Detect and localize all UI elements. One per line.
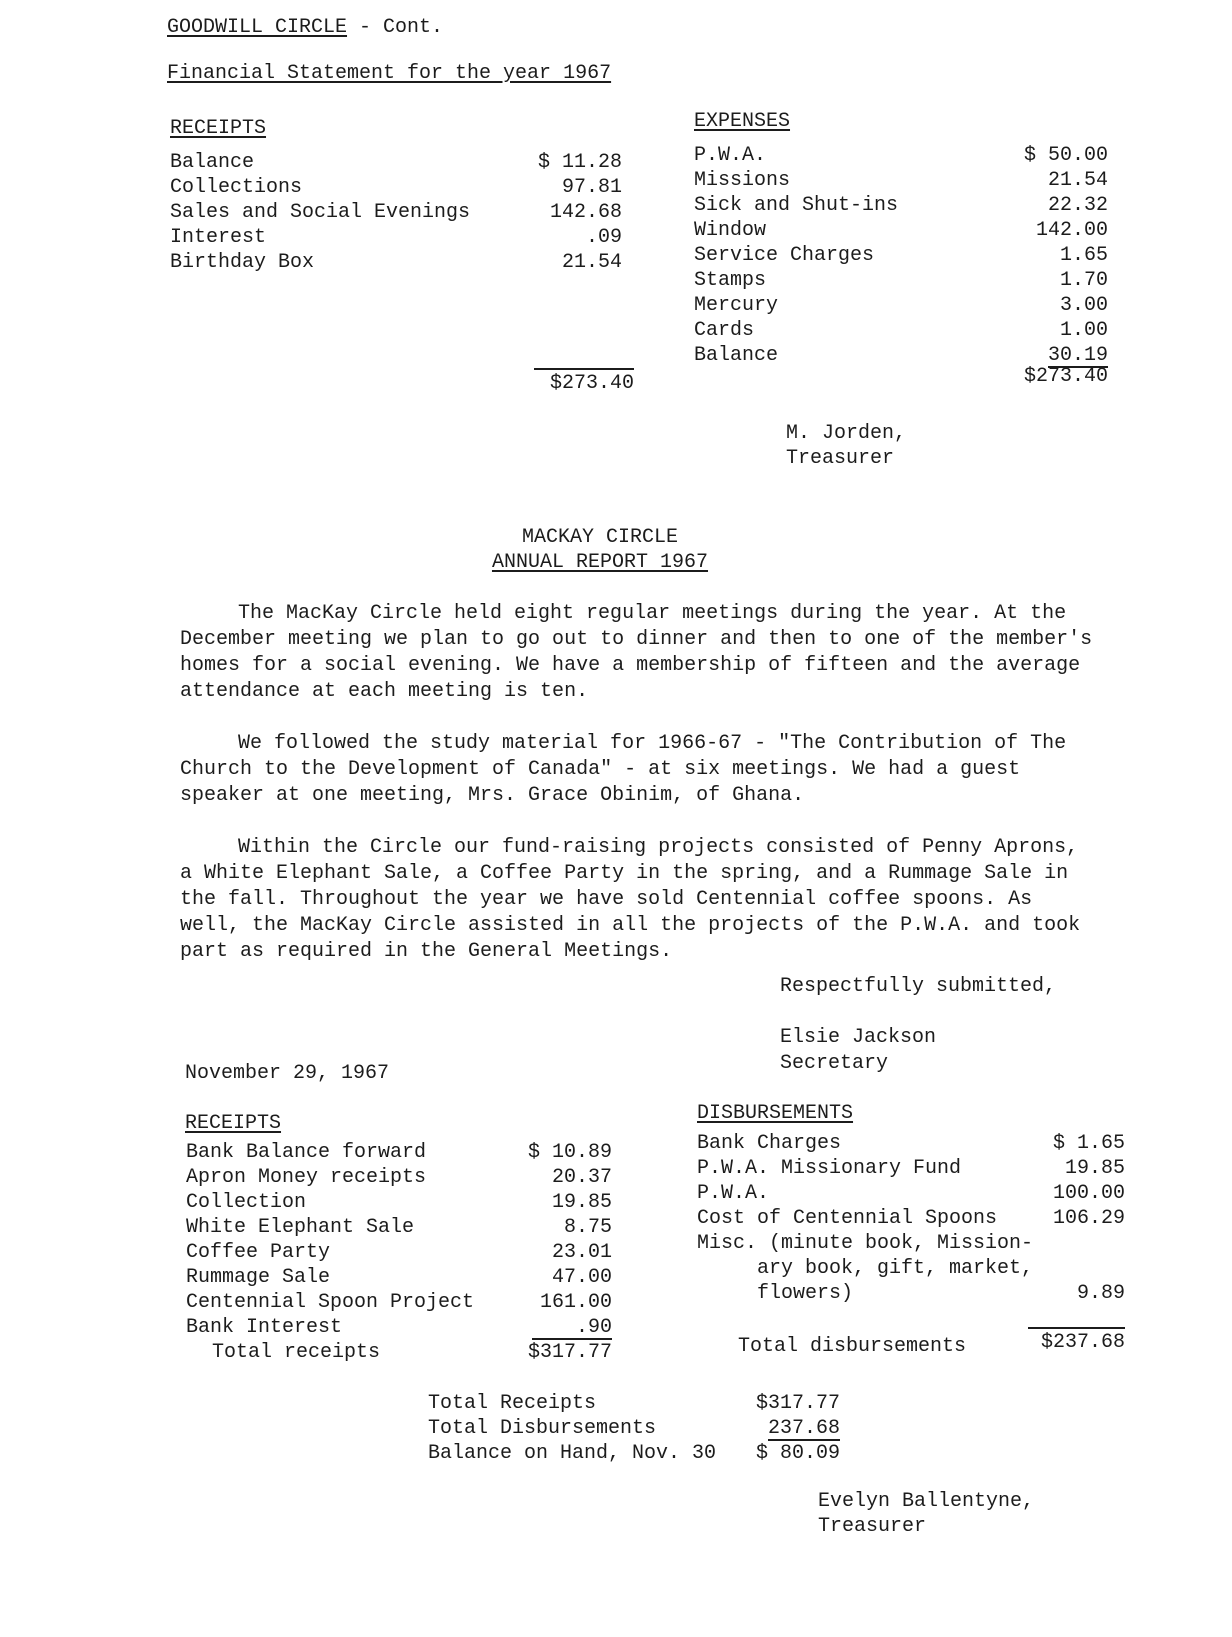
- mackay-disbursement-row: [697, 1181, 1125, 1206]
- expense-amount: 30.19: [1047, 344, 1108, 367]
- mackay-closing: Respectfully submitted,: [780, 975, 1057, 998]
- expense-label: Balance: [694, 344, 779, 367]
- mackay-paragraph-1: The MacKay Circle held eight regular meetings during the year. At the December meeting we plan to go out to dinner and then to one of the member's homes for a social evening. We have a membership of fifteen and the average attendance at each meeting is ten.: [180, 602, 1093, 703]
- goodwill-expense-row: [694, 218, 1108, 243]
- receipt-amount: 161.00: [539, 1291, 612, 1314]
- mackay-receipt-row: [186, 1190, 612, 1215]
- goodwill-expenses-list: [694, 143, 1108, 368]
- disbursement-label: Cost of Centennial Spoons: [697, 1207, 998, 1230]
- goodwill-statement-title: Financial Statement for the year 1967: [167, 62, 612, 85]
- summary-row: [428, 1441, 840, 1466]
- mackay-disbursements-list: [697, 1131, 1125, 1306]
- goodwill-expense-row: [694, 193, 1108, 218]
- receipt-label: Balance: [170, 151, 255, 174]
- receipt-amount: 47.00: [551, 1266, 612, 1289]
- receipt-label: Collections: [170, 176, 303, 199]
- expense-amount: 22.32: [1047, 194, 1108, 217]
- disbursement-label: flowers): [697, 1282, 854, 1305]
- mackay-secretary-name: Elsie Jackson: [780, 1026, 937, 1049]
- expense-label: Sick and Shut-ins: [694, 194, 899, 217]
- mackay-secretary-title: Secretary: [780, 1052, 889, 1075]
- goodwill-heading-suffix: - Cont.: [347, 16, 444, 39]
- disbursement-amount: 100.00: [1052, 1182, 1125, 1205]
- receipt-label: White Elephant Sale: [186, 1216, 415, 1239]
- receipt-label: Sales and Social Evenings: [170, 201, 471, 224]
- mackay-paragraph-2: We followed the study material for 1966-67 - "The Contribution of The Church to the Development of Canada" - at six meetings. We had a guest speaker at one meeting, Mrs. Grace Obinim, of Ghana.: [180, 732, 1067, 807]
- mackay-disbursement-row: [697, 1131, 1125, 1156]
- mackay-summary: [428, 1391, 840, 1466]
- receipt-label: Birthday Box: [170, 251, 315, 274]
- disbursement-label: Misc. (minute book, Mission-: [697, 1232, 1034, 1255]
- receipt-label: Coffee Party: [186, 1241, 331, 1264]
- goodwill-expense-row: [694, 168, 1108, 193]
- expense-label: Mercury: [694, 294, 779, 317]
- receipts-total-label: Total receipts: [212, 1341, 381, 1364]
- goodwill-signer-title: Treasurer: [786, 447, 895, 470]
- mackay-date: November 29, 1967: [185, 1062, 390, 1085]
- mackay-subtitle-text: ANNUAL REPORT 1967: [491, 551, 709, 574]
- receipt-amount: 20.37: [551, 1166, 612, 1189]
- expense-amount: 142.00: [1035, 219, 1108, 242]
- summary-amount: 237.68: [767, 1417, 840, 1440]
- mackay-disbursement-row: [697, 1156, 1125, 1181]
- summary-label: Total Receipts: [428, 1392, 597, 1415]
- goodwill-expense-row: [694, 243, 1108, 268]
- goodwill-heading: [167, 16, 443, 39]
- receipt-amount: 142.68: [549, 201, 622, 224]
- mackay-disbursements-total: $237.68: [1028, 1327, 1125, 1354]
- summary-amount: $ 80.09: [755, 1442, 840, 1465]
- disbursement-amount: $ 1.65: [1052, 1132, 1125, 1155]
- receipt-label: Interest: [170, 226, 267, 249]
- expense-amount: 3.00: [1059, 294, 1108, 317]
- mackay-receipts-title: RECEIPTS: [185, 1112, 282, 1135]
- receipt-label: Rummage Sale: [186, 1266, 331, 1289]
- expense-amount: 1.70: [1059, 269, 1108, 292]
- mackay-disbursement-row: [697, 1281, 1125, 1306]
- receipts-total-amount: $317.77: [527, 1341, 612, 1364]
- expense-amount: 1.65: [1059, 244, 1108, 267]
- receipt-label: Bank Interest: [186, 1316, 343, 1339]
- goodwill-signer-name: M. Jorden,: [786, 422, 907, 445]
- mackay-receipt-row: [186, 1165, 612, 1190]
- mackay-disbursement-row: [697, 1231, 1125, 1256]
- mackay-treasurer-name: Evelyn Ballentyne,: [818, 1490, 1035, 1513]
- goodwill-receipt-row: [170, 150, 622, 175]
- mackay-paragraph-3: Within the Circle our fund-raising projects consisted of Penny Aprons, a White Elephant Sale, a Coffee Party in the spring, and a Rummage Sale in the fall. Throughout the year we have sold Centennial coffee spoons. As well, the MacKay Circle assisted in all the projects of the P.W.A. and took part as required in the General Meetings.: [180, 836, 1081, 963]
- mackay-subtitle: [450, 551, 750, 574]
- receipt-amount: $ 11.28: [537, 151, 622, 174]
- expense-amount: 21.54: [1047, 169, 1108, 192]
- mackay-receipt-row: [186, 1140, 612, 1165]
- mackay-disbursement-row: [697, 1206, 1125, 1231]
- expense-amount: $ 50.00: [1023, 144, 1108, 167]
- goodwill-receipt-row: [170, 225, 622, 250]
- goodwill-receipt-row: [170, 175, 622, 200]
- mackay-receipts-list: [186, 1140, 612, 1365]
- goodwill-expense-row: [694, 268, 1108, 293]
- receipt-label: Apron Money receipts: [186, 1166, 427, 1189]
- expense-label: P.W.A.: [694, 144, 767, 167]
- disbursement-label: P.W.A. Missionary Fund: [697, 1157, 962, 1180]
- mackay-receipt-row: [186, 1315, 612, 1340]
- mackay-receipt-row: [186, 1290, 612, 1315]
- goodwill-receipts-title: RECEIPTS: [170, 117, 267, 140]
- goodwill-heading-text: GOODWILL CIRCLE: [167, 16, 348, 39]
- goodwill-receipts-list: [170, 150, 622, 275]
- mackay-disbursements-total-label: Total disbursements: [738, 1335, 967, 1358]
- goodwill-expenses-title: EXPENSES: [694, 110, 791, 133]
- mackay-treasurer-title: Treasurer: [818, 1515, 927, 1538]
- goodwill-receipt-row: [170, 250, 622, 275]
- goodwill-expenses-total: $273.40: [1023, 365, 1108, 388]
- expense-amount: 1.00: [1059, 319, 1108, 342]
- goodwill-expense-row: [694, 318, 1108, 343]
- summary-row: [428, 1416, 840, 1441]
- expense-label: Stamps: [694, 269, 767, 292]
- disbursement-label: P.W.A.: [697, 1182, 770, 1205]
- receipt-label: Collection: [186, 1191, 307, 1214]
- mackay-receipt-row: [186, 1265, 612, 1290]
- disbursement-amount: 9.89: [1076, 1282, 1125, 1305]
- mackay-disbursements-title: DISBURSEMENTS: [697, 1102, 854, 1125]
- summary-label: Balance on Hand, Nov. 30: [428, 1442, 717, 1465]
- summary-label: Total Disbursements: [428, 1417, 657, 1440]
- expense-label: Window: [694, 219, 767, 242]
- receipt-amount: 23.01: [551, 1241, 612, 1264]
- disbursement-amount: 106.29: [1052, 1207, 1125, 1230]
- receipt-amount: .09: [585, 226, 622, 249]
- expense-label: Missions: [694, 169, 791, 192]
- receipt-amount: 8.75: [563, 1216, 612, 1239]
- receipt-amount: 97.81: [561, 176, 622, 199]
- mackay-receipts-total-row: [186, 1340, 612, 1365]
- goodwill-receipt-row: [170, 200, 622, 225]
- expense-label: Cards: [694, 319, 755, 342]
- receipt-label: Centennial Spoon Project: [186, 1291, 475, 1314]
- receipt-amount: 21.54: [561, 251, 622, 274]
- summary-amount: $317.77: [755, 1392, 840, 1415]
- disbursement-amount: 19.85: [1064, 1157, 1125, 1180]
- mackay-receipt-row: [186, 1215, 612, 1240]
- receipt-amount: $ 10.89: [527, 1141, 612, 1164]
- disbursement-label: ary book, gift, market,: [697, 1257, 1034, 1280]
- mackay-receipt-row: [186, 1240, 612, 1265]
- disbursement-label: Bank Charges: [697, 1132, 842, 1155]
- summary-row: [428, 1391, 840, 1416]
- receipt-amount: .90: [532, 1315, 612, 1340]
- receipt-label: Bank Balance forward: [186, 1141, 427, 1164]
- mackay-disbursement-row: [697, 1256, 1125, 1281]
- goodwill-expense-row: [694, 143, 1108, 168]
- goodwill-expense-row: [694, 293, 1108, 318]
- receipt-amount: 19.85: [551, 1191, 612, 1214]
- expense-label: Service Charges: [694, 244, 875, 267]
- mackay-title: MACKAY CIRCLE: [521, 526, 679, 549]
- goodwill-receipts-total: $273.40: [534, 368, 634, 395]
